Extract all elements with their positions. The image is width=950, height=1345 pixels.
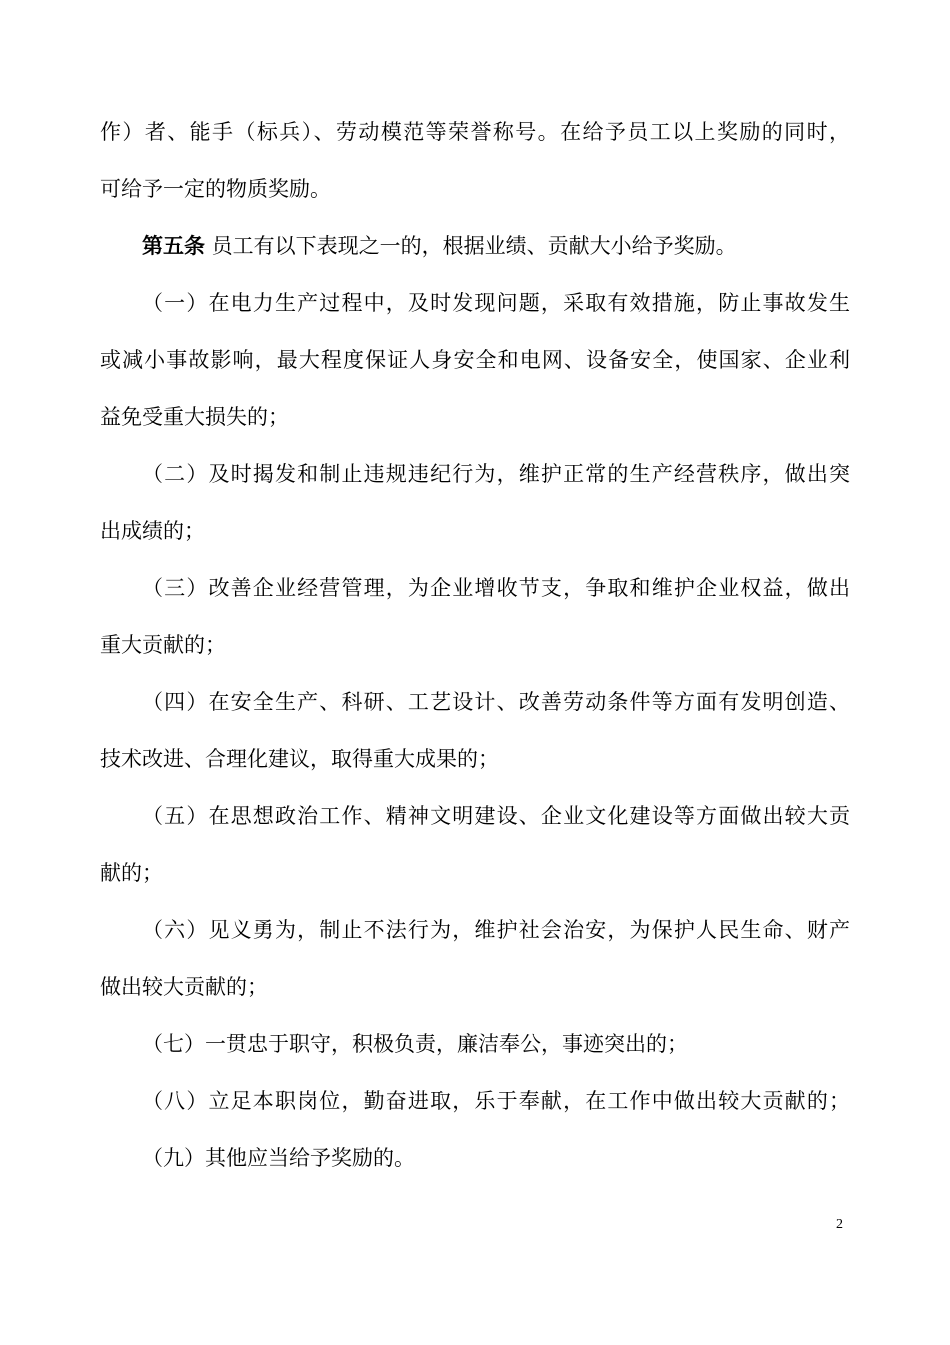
paragraph-line: 做出较大贡献的； [100, 975, 268, 999]
paragraph-line: （一）在电力生产过程中，及时发现问题，采取有效措施，防止事故发生 [142, 291, 850, 315]
paragraph-line: 献的； [100, 861, 163, 885]
paragraph-line: 可给予一定的物质奖励。 [100, 177, 331, 201]
paragraph-line: 益免受重大损失的； [100, 405, 289, 429]
article-heading: 第五条 [142, 234, 205, 258]
paragraph-line: （二）及时揭发和制止违规违纪行为，维护正常的生产经营秩序，做出突 [142, 462, 850, 486]
article-text: 员工有以下表现之一的，根据业绩、贡献大小给予奖励。 [205, 234, 737, 258]
paragraph-line: （七）一贯忠于职守，积极负责，廉洁奉公，事迹突出的； [142, 1032, 688, 1056]
paragraph-line: 或减小事故影响，最大程度保证人身安全和电网、设备安全，使国家、企业利 [100, 348, 850, 372]
paragraph-line: （四）在安全生产、科研、工艺设计、改善劳动条件等方面有发明创造、 [142, 690, 850, 714]
paragraph-line: 出成绩的； [100, 519, 205, 543]
paragraph-line: （三）改善企业经营管理，为企业增收节支，争取和维护企业权益，做出 [142, 576, 850, 600]
paragraph-line: （六）见义勇为，制止不法行为，维护社会治安，为保护人民生命、财产 [142, 918, 850, 942]
paragraph-line: 作）者、能手（标兵）、劳动模范等荣誉称号。在给予员工以上奖励的同时， [100, 120, 850, 144]
paragraph-line: 重大贡献的； [100, 633, 226, 657]
paragraph-line: （九）其他应当给予奖励的。 [142, 1146, 415, 1170]
paragraph-line: 技术改进、合理化建议，取得重大成果的； [100, 747, 499, 771]
paragraph-line: （五）在思想政治工作、精神文明建设、企业文化建设等方面做出较大贡 [142, 804, 850, 828]
article-line [142, 232, 850, 260]
paragraph-line: （八）立足本职岗位，勤奋进取，乐于奉献，在工作中做出较大贡献的； [142, 1089, 850, 1113]
page-number: 2 [836, 1217, 843, 1232]
